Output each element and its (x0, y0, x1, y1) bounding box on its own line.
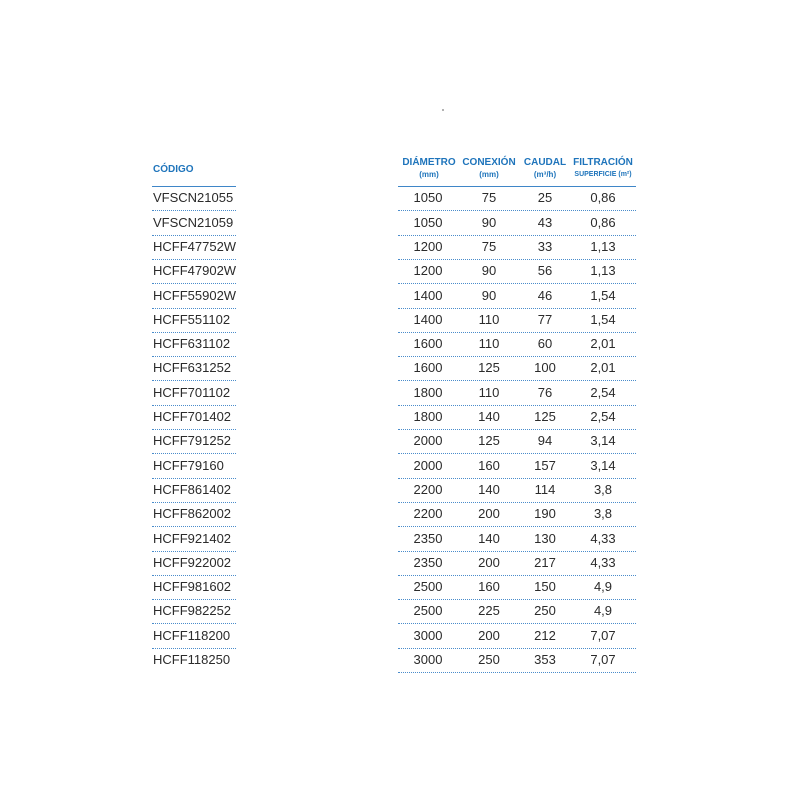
cell-diametro: 1050 (413, 214, 443, 230)
cell-caudal: 46 (537, 287, 553, 303)
row-divider-left (152, 210, 236, 211)
row-divider-right (398, 453, 636, 454)
cell-caudal: 114 (534, 481, 556, 497)
cell-caudal: 56 (537, 263, 553, 279)
cell-diametro: 1800 (413, 384, 443, 400)
row-divider-right (398, 502, 636, 503)
table-row (0, 432, 800, 450)
product-code: HCFF118250 (153, 652, 231, 667)
cell-caudal: 130 (534, 530, 556, 546)
table-row (0, 627, 800, 645)
cell-conexion: 200 (478, 506, 500, 522)
header-codigo: CÓDIGO (153, 164, 194, 175)
cell-diametro: 2200 (413, 506, 443, 522)
table-row (0, 602, 800, 620)
row-divider-left (152, 332, 236, 333)
cell-diametro: 1200 (413, 263, 443, 279)
cell-filtracion: 1,54 (590, 311, 616, 327)
cell-caudal: 190 (534, 506, 556, 522)
product-code: HCFF701102 (153, 384, 231, 400)
row-divider-left (152, 405, 236, 406)
header-conexion-label: CONEXIÓN (462, 157, 516, 168)
cell-filtracion: 4,33 (590, 530, 616, 546)
table-row (0, 359, 800, 377)
row-divider-right (398, 283, 636, 284)
header-rule-left (152, 186, 236, 187)
row-divider-left (152, 575, 236, 576)
table-row (0, 457, 800, 475)
product-code: VFSCN21059 (153, 214, 234, 230)
product-code: HCFF631252 (153, 360, 232, 376)
table-row (0, 554, 800, 572)
cell-conexion: 125 (478, 360, 500, 376)
cell-conexion: 90 (481, 287, 497, 303)
product-code: HCFF861402 (153, 481, 232, 497)
row-divider-right (398, 332, 636, 333)
row-divider-right (398, 623, 636, 624)
cell-filtracion: 2,54 (590, 409, 616, 424)
stray-dot (442, 109, 444, 111)
product-code: HCFF701402 (153, 409, 232, 424)
table-row (0, 505, 800, 523)
row-divider-right (398, 648, 636, 649)
product-code: HCFF47752W (153, 238, 237, 254)
cell-filtracion: 0,86 (590, 214, 616, 230)
cell-conexion: 140 (478, 409, 500, 424)
cell-diametro: 1600 (413, 360, 443, 376)
cell-filtracion: 0,86 (590, 190, 616, 206)
cell-caudal: 212 (534, 627, 556, 643)
cell-conexion: 75 (481, 238, 497, 254)
table-row (0, 311, 800, 329)
row-divider-left (152, 259, 236, 260)
cell-diametro: 2350 (413, 530, 443, 546)
cell-diametro: 1400 (413, 287, 443, 303)
row-divider-right (398, 259, 636, 260)
table-row (0, 578, 800, 596)
product-code: HCFF982252 (153, 603, 232, 619)
cell-caudal: 33 (537, 238, 553, 254)
header-filtracion-label: FILTRACIÓN (573, 157, 633, 168)
cell-conexion: 140 (478, 481, 500, 497)
table-row (0, 214, 800, 232)
row-divider-left (152, 551, 236, 552)
cell-diametro: 1600 (413, 336, 443, 352)
table-row (0, 238, 800, 256)
cell-conexion: 75 (481, 190, 497, 206)
table-row (0, 408, 800, 426)
cell-diametro: 2000 (413, 433, 443, 449)
row-divider-left (152, 308, 236, 309)
cell-caudal: 77 (537, 311, 553, 327)
row-divider-right (398, 235, 636, 236)
cell-diametro: 2500 (413, 603, 443, 619)
row-divider-left (152, 235, 236, 236)
product-code: HCFF921402 (153, 530, 232, 546)
row-divider-right (398, 308, 636, 309)
cell-caudal: 150 (534, 579, 556, 595)
row-divider-left (152, 599, 236, 600)
cell-filtracion: 3,8 (593, 481, 613, 497)
row-divider-left (152, 526, 236, 527)
cell-diametro: 2200 (413, 481, 443, 497)
cell-diametro: 1050 (413, 190, 443, 206)
row-divider-right (398, 356, 636, 357)
cell-caudal: 60 (537, 336, 553, 352)
row-divider-right (398, 380, 636, 381)
row-divider-right (398, 210, 636, 211)
row-divider-right (398, 599, 636, 600)
cell-conexion: 160 (478, 457, 500, 473)
cell-filtracion: 2,01 (590, 336, 616, 352)
product-code: HCFF47902W (153, 263, 237, 279)
cell-diametro: 3000 (413, 652, 443, 667)
row-divider-right (398, 575, 636, 576)
row-divider-right (398, 551, 636, 552)
row-divider-left (152, 453, 236, 454)
cell-conexion: 200 (478, 627, 500, 643)
cell-filtracion: 4,9 (593, 603, 613, 619)
product-code: HCFF791252 (153, 433, 232, 449)
cell-filtracion: 7,07 (590, 627, 616, 643)
cell-conexion: 110 (478, 311, 500, 327)
cell-conexion: 125 (478, 433, 500, 449)
cell-caudal: 157 (534, 457, 556, 473)
product-code: HCFF862002 (153, 506, 232, 522)
product-code: HCFF981602 (153, 579, 232, 595)
cell-caudal: 100 (534, 360, 556, 376)
cell-caudal: 125 (534, 409, 556, 424)
header-diametro-label: DIÁMETRO (402, 157, 456, 168)
table-row (0, 651, 800, 669)
cell-caudal: 43 (537, 214, 553, 230)
row-divider-left (152, 623, 236, 624)
row-divider-right (398, 405, 636, 406)
product-code: HCFF55902W (153, 287, 237, 303)
table-row (0, 481, 800, 499)
cell-conexion: 90 (481, 263, 497, 279)
cell-filtracion: 1,13 (590, 263, 616, 279)
cell-conexion: 160 (478, 579, 500, 595)
cell-conexion: 200 (478, 554, 500, 570)
row-divider-left (152, 429, 236, 430)
cell-filtracion: 2,01 (590, 360, 616, 376)
cell-caudal: 76 (537, 384, 553, 400)
table-row (0, 335, 800, 353)
cell-filtracion: 7,07 (590, 652, 616, 667)
table-row (0, 530, 800, 548)
product-code: HCFF922002 (153, 554, 232, 570)
row-divider-left (152, 502, 236, 503)
header-filtracion (563, 157, 643, 180)
cell-caudal: 94 (537, 433, 553, 449)
cell-filtracion: 3,14 (590, 457, 616, 473)
header-conexion-unit: (mm) (479, 170, 499, 179)
product-code: HCFF79160 (153, 457, 224, 473)
cell-filtracion: 4,33 (590, 554, 616, 570)
cell-diametro: 2000 (413, 457, 443, 473)
cell-diametro: 1400 (413, 311, 443, 327)
cell-diametro: 1800 (413, 409, 443, 424)
row-divider-left (152, 356, 236, 357)
cell-diametro: 2500 (413, 579, 443, 595)
product-code: HCFF551102 (153, 311, 231, 327)
cell-filtracion: 3,14 (590, 433, 616, 449)
cell-filtracion: 1,13 (590, 238, 616, 254)
header-caudal-unit: (m³/h) (533, 170, 557, 179)
row-divider-right (398, 478, 636, 479)
header-filtracion-unit: SUPERFICIE (m²) (574, 171, 632, 178)
row-divider-left (152, 283, 236, 284)
product-code: HCFF631102 (153, 336, 231, 352)
header-rule-right (398, 186, 636, 187)
cell-diametro: 2350 (413, 554, 443, 570)
cell-caudal: 217 (534, 554, 556, 570)
cell-filtracion: 4,9 (593, 579, 613, 595)
table-row (0, 287, 800, 305)
cell-conexion: 250 (478, 652, 500, 667)
cell-diametro: 3000 (413, 627, 443, 643)
cell-filtracion: 3,8 (593, 506, 613, 522)
row-divider-right (398, 526, 636, 527)
cell-conexion: 140 (478, 530, 500, 546)
header-diametro-unit: (mm) (419, 170, 439, 179)
cell-conexion: 225 (478, 603, 500, 619)
header-caudal-label: CAUDAL (523, 157, 567, 168)
cell-conexion: 110 (478, 384, 500, 400)
row-divider-right (398, 672, 636, 673)
cell-conexion: 90 (481, 214, 497, 230)
row-divider-left (152, 478, 236, 479)
cell-diametro: 1200 (413, 238, 443, 254)
row-divider-right (398, 429, 636, 430)
product-code: VFSCN21055 (153, 190, 234, 206)
cell-filtracion: 1,54 (590, 287, 616, 303)
cell-caudal: 25 (537, 190, 553, 206)
cell-caudal: 250 (534, 603, 556, 619)
cell-caudal: 353 (534, 652, 556, 667)
table-row (0, 384, 800, 402)
cell-filtracion: 2,54 (590, 384, 616, 400)
table-row (0, 262, 800, 280)
cell-conexion: 110 (478, 336, 500, 352)
row-divider-left (152, 380, 236, 381)
product-code: HCFF118200 (153, 627, 231, 643)
row-divider-left (152, 648, 236, 649)
table-row (0, 189, 800, 207)
